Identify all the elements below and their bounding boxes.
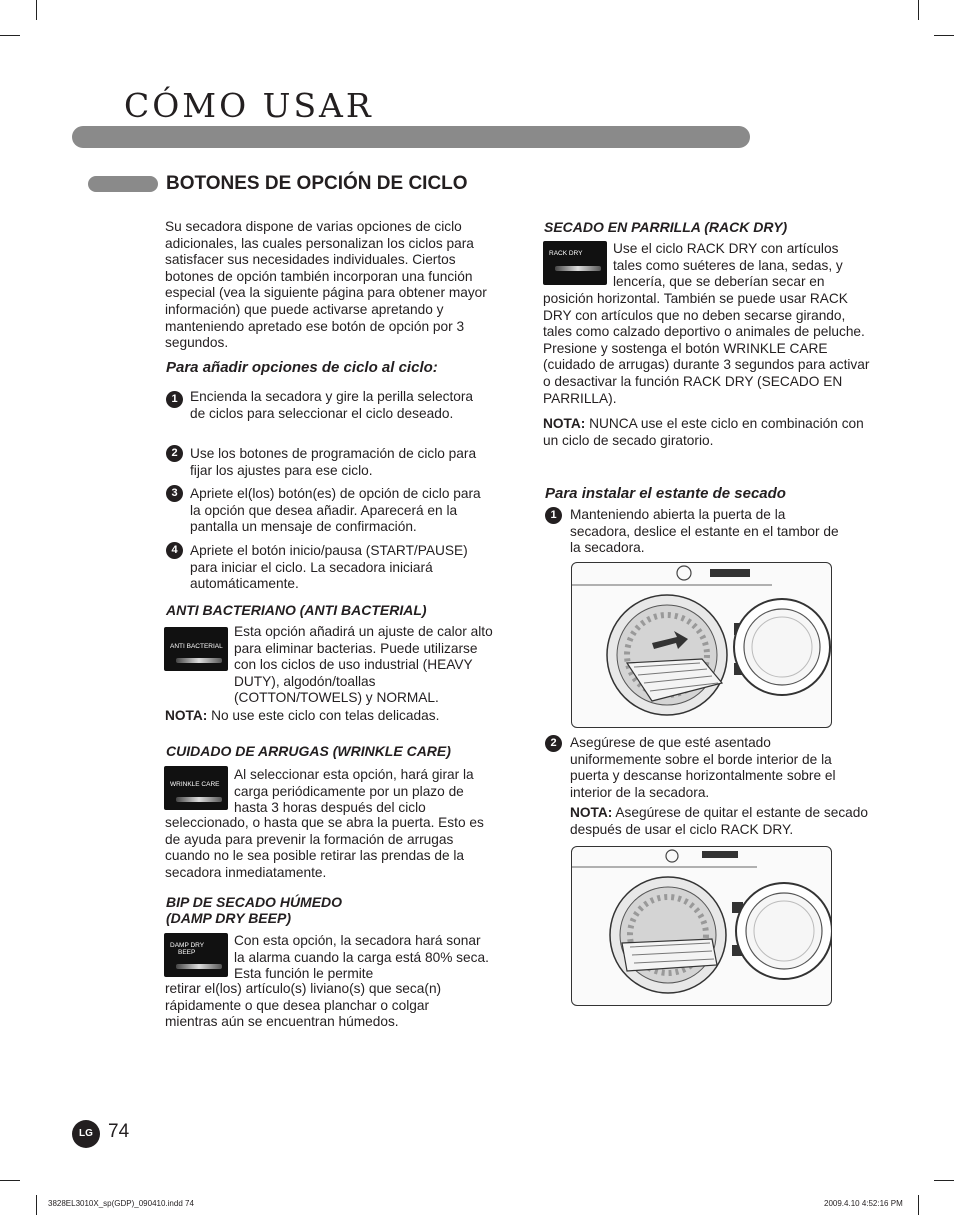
footer-file: 3828EL3010X_sp(GDP)_090410.indd 74 [48, 1199, 194, 1208]
damp-dry-button-label-1: DAMP DRY [170, 942, 205, 949]
button-indicator [176, 797, 222, 802]
intro-paragraph: Su secadora dispone de varias opciones de ciclo adicionales, las cuales personalizan los ciclos para satisfacer sus necesidades individuales. Ciertos botones de opción también incorporan una función especial (vea la siguiente página para obtener mayor información) que puede activarse apretando y manteniendo apretado ese botón de opción por 3 segundos. [165, 219, 487, 351]
install-step-2: Asegúrese de que esté asentado uniformemente sobre el borde interior de la puerta y descanse horizontalmente sobre el interior de la secadora. [570, 735, 836, 800]
rack-dry-text-side: Use el ciclo RACK DRY con artículos tales como suéteres de lana, sedas, y lencería, que se deberían secar en [613, 241, 843, 290]
dryer-open-door-drawing [572, 563, 831, 727]
crop-mark [36, 0, 37, 20]
anti-bacterial-button-image [164, 627, 228, 671]
anti-bacterial-heading: ANTI BACTERIANO (ANTI BACTERIAL) [166, 602, 427, 618]
anti-bacterial-note [165, 708, 495, 725]
step-number: 1 [545, 507, 562, 524]
crop-mark [934, 1180, 954, 1181]
footer-timestamp: 2009.4.10 4:52:16 PM [824, 1199, 903, 1208]
anti-bacterial-text: Esta opción añadirá un ajuste de calor alto para eliminar bacterias. Puede utilizarse con los ciclos de uso industrial (HEAVY DUTY), algodón/toallas (COTTON/TOWELS) y NORMAL. [234, 624, 493, 706]
damp-dry-text-side: Con esta opción, la secadora hará sonar la alarma cuando la carga está 80% seca. Esta función le permite [234, 933, 489, 982]
crop-mark [0, 35, 20, 36]
note-label: NOTA: [570, 805, 613, 820]
damp-dry-button-label-2: BEEP [178, 949, 196, 956]
damp-dry-heading-line1: BIP DE SECADO HÚMEDO [166, 894, 343, 910]
add-options-heading-text: Para añadir opciones de ciclo al ciclo [166, 359, 433, 376]
dryer-rack-install-illustration [571, 562, 832, 728]
crop-mark [0, 1180, 20, 1181]
damp-dry-button-label [170, 942, 204, 956]
damp-dry-text-full: retirar el(los) artículo(s) liviano(s) que seca(n) rápidamente o que desea planchar o colgar mientras aún se encuentran húmedos. [165, 981, 442, 1030]
wrinkle-care-text-full: seleccionado, o hasta que se abra la puerta. Esto es de ayuda para prevenir la formación de arrugas cuando no le sea posible retirar las prendas de la secadora inmediatamente. [165, 815, 484, 880]
crop-mark [918, 0, 919, 20]
title-bar [72, 126, 750, 148]
install-step-1: Manteniendo abierta la puerta de la secadora, deslice el estante en el tambor de la secadora. [570, 507, 839, 556]
install-note [570, 805, 870, 838]
lg-logo [72, 1120, 100, 1148]
step-text: Apriete el(los) botón(es) de opción de ciclo para la opción que desea añadir. Aparecerá en la pantalla un mensaje de confirmación. [190, 486, 481, 535]
add-options-heading-colon: : [432, 359, 438, 376]
anti-bacterial-button-label: ANTI BACTERIAL [170, 643, 223, 650]
note-label: NOTA: [543, 416, 586, 431]
page-title: CÓMO USAR [124, 86, 374, 125]
note-text: Asegúrese de quitar el estante de secado después de usar el ciclo RACK DRY. [570, 805, 869, 837]
page-number: 74 [108, 1121, 130, 1142]
crop-mark [918, 1195, 919, 1215]
step-number: 4 [166, 542, 183, 559]
rack-dry-button-label: RACK DRY [549, 250, 583, 257]
step-number: 2 [166, 445, 183, 462]
step-number: 2 [545, 735, 562, 752]
step-text: Encienda la secadora y gire la perilla selectora de ciclos para seleccionar el ciclo deseado. [190, 389, 474, 421]
rack-dry-text-full: posición horizontal. También se puede usar RACK DRY con artículos que no deben secarse girando, tales como calzado deportivo o animales de peluche. Presione y sostenga el botón WRINKLE CARE (cuidado de arrugas) durante 3 segundos para activar o desactivar la función RACK DRY (SECADO EN PARRILLA). [543, 291, 870, 406]
lg-logo-text: LG [79, 1128, 93, 1139]
step-number: 1 [166, 391, 183, 408]
wrinkle-care-text-side: Al seleccionar esta opción, hará girar la carga periódicamente por un plazo de hasta 3 horas después del ciclo [234, 767, 474, 816]
damp-dry-button-image [164, 933, 228, 977]
rack-dry-button-image [543, 241, 607, 285]
note-label: NOTA: [165, 708, 208, 723]
step-text: Apriete el botón inicio/pausa (START/PAUSE) para iniciar el ciclo. La secadora iniciará automáticamente. [190, 543, 468, 592]
step-text: Use los botones de programación de ciclo para fijar los ajustes para ese ciclo. [190, 446, 477, 478]
dryer-rack-seated-drawing [572, 847, 831, 1005]
rack-dry-heading: SECADO EN PARRILLA (RACK DRY) [544, 219, 788, 235]
wrinkle-care-heading: CUIDADO DE ARRUGAS (WRINKLE CARE) [166, 743, 451, 759]
section-heading: BOTONES DE OPCIÓN DE CICLO [166, 173, 468, 194]
add-options-heading [166, 359, 438, 376]
button-indicator [176, 658, 222, 663]
crop-mark [934, 35, 954, 36]
rack-dry-note [543, 416, 873, 449]
wrinkle-care-button-label: WRINKLE CARE [170, 781, 220, 788]
wrinkle-care-button-image [164, 766, 228, 810]
crop-mark [36, 1195, 37, 1215]
dryer-rack-seated-illustration [571, 846, 832, 1006]
step-number: 3 [166, 485, 183, 502]
note-text: NUNCA use el este ciclo en combinación con un ciclo de secado giratorio. [543, 416, 864, 448]
button-indicator [176, 964, 222, 969]
button-indicator [555, 266, 601, 271]
section-pill [88, 176, 158, 192]
note-text: No use este ciclo con telas delicadas. [207, 708, 440, 723]
install-rack-heading: Para instalar el estante de secado [545, 485, 786, 502]
damp-dry-heading [166, 894, 342, 926]
damp-dry-heading-line2: (DAMP DRY BEEP) [166, 910, 291, 926]
